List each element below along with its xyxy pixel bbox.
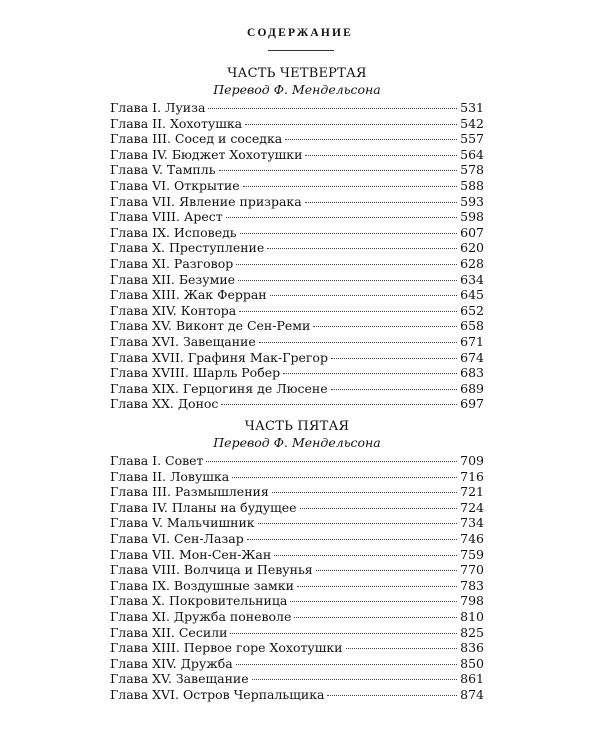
page-header: СОДЕРЖАНИЕ <box>246 27 354 39</box>
dot-leader <box>238 280 457 281</box>
part-five-section <box>110 419 484 703</box>
chapter-title: Глава II. Хохотушка <box>110 115 243 131</box>
chapter-title: Глава XIX. Герцогиня де Люсене <box>110 380 328 396</box>
chapter-title: Глава VII. Явление призрака <box>110 193 302 209</box>
toc-entry <box>110 256 484 272</box>
toc-entry <box>110 500 484 516</box>
dot-leader <box>208 108 457 109</box>
chapter-title: Глава X. Покровительница <box>110 593 288 609</box>
page-number: 531 <box>460 100 484 115</box>
dot-leader <box>313 326 457 327</box>
chapter-title: Глава VI. Открытие <box>110 177 240 193</box>
chapter-title: Глава XI. Разговор <box>110 255 234 271</box>
toc-entry <box>110 209 484 225</box>
toc-entry <box>110 381 484 397</box>
chapter-title: Глава XI. Дружба поневоле <box>110 608 292 624</box>
dot-leader <box>346 648 458 649</box>
toc-entry <box>110 303 484 319</box>
page-number: 557 <box>460 131 484 147</box>
page-number: 861 <box>460 671 484 687</box>
toc-entry <box>110 365 484 381</box>
dot-leader <box>305 202 457 203</box>
page-number: 709 <box>460 453 484 468</box>
dot-leader <box>305 155 457 156</box>
toc-entry <box>110 671 484 687</box>
page-number: 598 <box>460 209 484 225</box>
chapter-title: Глава I. Луиза <box>110 100 206 115</box>
dot-leader <box>221 404 457 405</box>
page-number: 798 <box>460 593 484 609</box>
page-number: 746 <box>460 530 484 546</box>
dot-leader <box>331 389 458 390</box>
toc-entry <box>110 515 484 531</box>
dot-leader <box>274 555 457 556</box>
toc-entry <box>110 625 484 641</box>
page-number: 759 <box>460 546 484 562</box>
chapter-title: Глава XII. Безумие <box>110 271 236 287</box>
chapter-title: Глава XIV. Дружба <box>110 655 233 671</box>
toc-entry <box>110 100 484 116</box>
toc-entry <box>110 162 484 178</box>
page-number: 564 <box>460 146 484 162</box>
page-number: 874 <box>460 686 484 702</box>
dot-leader <box>243 186 458 187</box>
part-four-section <box>110 66 484 412</box>
dot-leader <box>290 601 457 602</box>
chapter-title: Глава IV. Планы на будущее <box>110 499 297 515</box>
dot-leader <box>285 139 457 140</box>
toc-entry <box>110 225 484 241</box>
dot-leader <box>252 679 458 680</box>
chapter-title: Глава XIII. Первое горе Хохотушки <box>110 640 343 656</box>
chapter-title: Глава X. Преступление <box>110 240 265 256</box>
dot-leader <box>236 664 457 665</box>
chapter-title: Глава III. Размышления <box>110 484 269 500</box>
chapter-title: Глава XV. Виконт де Сен-Реми <box>110 318 311 334</box>
header-underline <box>268 50 334 51</box>
dot-leader <box>316 570 457 571</box>
toc-entry <box>110 396 484 412</box>
dot-leader <box>247 539 457 540</box>
chapter-title: Глава V. Тампль <box>110 162 216 178</box>
dot-leader <box>258 523 458 524</box>
page-number: 645 <box>460 287 484 303</box>
page-number: 825 <box>460 624 484 640</box>
toc-entry <box>110 640 484 656</box>
toc-entry <box>110 593 484 609</box>
toc-entry <box>110 350 484 366</box>
page-number: 836 <box>460 640 484 656</box>
page-number: 721 <box>460 484 484 500</box>
dot-leader <box>259 342 457 343</box>
toc-entry <box>110 578 484 594</box>
dot-leader <box>283 373 457 374</box>
page-number: 850 <box>460 655 484 671</box>
page-number: 770 <box>460 562 484 578</box>
chapter-title: Глава II. Ловушка <box>110 468 230 484</box>
chapter-title: Глава XIII. Жак Ферран <box>110 287 267 303</box>
toc-entry <box>110 656 484 672</box>
chapter-title: Глава IX. Воздушные замки <box>110 577 294 593</box>
dot-leader <box>294 617 457 618</box>
toc-entry <box>110 287 484 303</box>
toc-entry <box>110 484 484 500</box>
chapter-title: Глава V. Мальчишник <box>110 515 255 531</box>
toc-entry <box>110 547 484 563</box>
toc-entry <box>110 687 484 703</box>
page-number: 634 <box>460 271 484 287</box>
toc-entry <box>110 194 484 210</box>
chapter-list <box>110 453 484 703</box>
part-translator: Перевод Ф. Мендельсона <box>213 82 381 97</box>
chapter-title: Глава XIV. Контора <box>110 302 237 318</box>
page-number: 810 <box>460 608 484 624</box>
dot-leader <box>297 586 457 587</box>
page-number: 588 <box>460 177 484 193</box>
part-translator: Перевод Ф. Мендельсона <box>213 435 381 450</box>
page-number: 689 <box>460 380 484 396</box>
dot-leader <box>267 248 457 249</box>
page-number: 658 <box>460 318 484 334</box>
part-title: ЧАСТЬ ПЯТАЯ <box>244 419 350 434</box>
chapter-title: Глава VI. Сен-Лазар <box>110 530 244 546</box>
page-number: 716 <box>460 468 484 484</box>
page-number: 542 <box>460 115 484 131</box>
chapter-title: Глава XVI. Завещание <box>110 333 256 349</box>
dot-leader <box>226 217 457 218</box>
chapter-title: Глава XX. Донос <box>110 396 219 412</box>
page-number: 697 <box>460 396 484 412</box>
dot-leader <box>239 311 457 312</box>
chapter-title: Глава XVIII. Шарль Робер <box>110 365 281 381</box>
chapter-title: Глава XII. Сесили <box>110 624 228 640</box>
toc-entry <box>110 609 484 625</box>
toc-entry <box>110 147 484 163</box>
dot-leader <box>206 461 457 462</box>
toc-entry <box>110 453 484 469</box>
toc-entry <box>110 531 484 547</box>
chapter-title: Глава I. Совет <box>110 453 204 468</box>
dot-leader <box>245 124 457 125</box>
page-number: 578 <box>460 162 484 178</box>
chapter-title: Глава XVII. Графиня Мак-Грегор <box>110 349 328 365</box>
page-number: 671 <box>460 333 484 349</box>
page-number: 783 <box>460 577 484 593</box>
chapter-title: Глава III. Сосед и соседка <box>110 131 283 147</box>
dot-leader <box>232 477 457 478</box>
chapter-title: Глава VIII. Волчица и Певунья <box>110 562 313 578</box>
toc-entry <box>110 240 484 256</box>
toc-entry <box>110 272 484 288</box>
page-number: 674 <box>460 349 484 365</box>
page-number: 683 <box>460 365 484 381</box>
page-number: 724 <box>460 499 484 515</box>
chapter-title: Глава VIII. Арест <box>110 209 223 225</box>
chapter-list <box>110 100 484 412</box>
chapter-title: Глава XV. Завещание <box>110 671 249 687</box>
dot-leader <box>272 492 457 493</box>
dot-leader <box>331 358 457 359</box>
chapter-title: Глава XVI. Остров Черпальщика <box>110 686 325 702</box>
toc-entry <box>110 178 484 194</box>
page-number: 734 <box>460 515 484 531</box>
toc-entry <box>110 318 484 334</box>
dot-leader <box>236 264 457 265</box>
toc-entry <box>110 116 484 132</box>
toc-entry <box>110 131 484 147</box>
dot-leader <box>270 295 458 296</box>
page-number: 593 <box>460 193 484 209</box>
page-number: 628 <box>460 255 484 271</box>
page-number: 607 <box>460 224 484 240</box>
page-number: 620 <box>460 240 484 256</box>
part-title: ЧАСТЬ ЧЕТВЕРТАЯ <box>227 66 367 81</box>
chapter-title: Глава IX. Исповедь <box>110 224 237 240</box>
toc-entry <box>110 334 484 350</box>
chapter-title: Глава IV. Бюджет Хохотушки <box>110 146 303 162</box>
dot-leader <box>240 233 458 234</box>
toc-entry <box>110 469 484 485</box>
toc-entry <box>110 562 484 578</box>
dot-leader <box>327 695 457 696</box>
chapter-title: Глава VII. Мон-Сен-Жан <box>110 546 272 562</box>
dot-leader <box>300 508 458 509</box>
dot-leader <box>219 170 458 171</box>
dot-leader <box>230 633 457 634</box>
page-number: 652 <box>460 302 484 318</box>
